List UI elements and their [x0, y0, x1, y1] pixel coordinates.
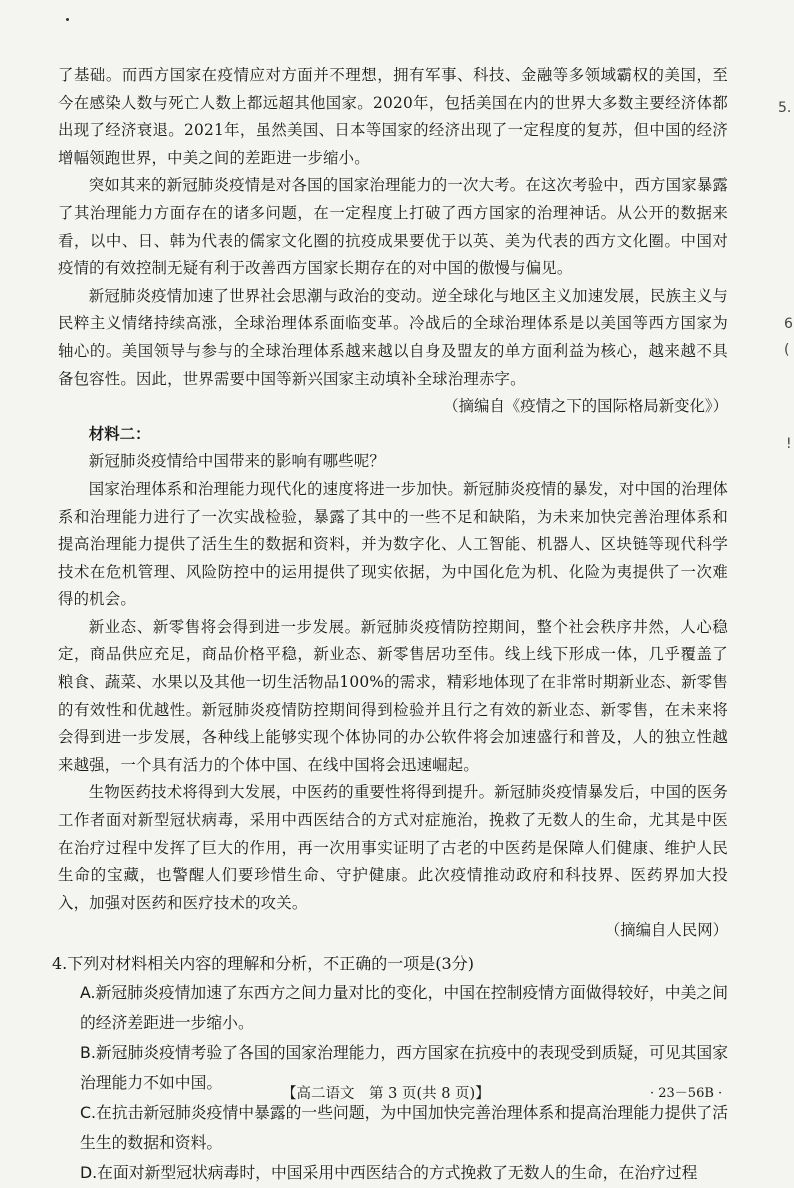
footer-page-info: 【高二语文 第 3 页(共 8 页)】 — [282, 1086, 490, 1102]
paragraph-m2-1: 新冠肺炎疫情给中国带来的影响有哪些呢？ — [88, 452, 386, 471]
scan-dot — [66, 18, 69, 21]
question-stem: 4.下列对材料相关内容的理解和分析，不正确的一项是(3分) — [52, 954, 474, 973]
footer-code: · 23－56B · — [650, 1086, 723, 1101]
paragraph-m2-4: 生物医药技术将得到大发展，中医药的重要性将得到提升。新冠肺炎疫情暴发后，中国的医务工作者面对新型冠状病毒，采用中西医结合的方式对症施治，挽救了无数人的生命，尤其是中医在治疗过程中发挥了巨大的作用，再一次用事实证明了古老的中医药是保障人们健康、维护人民生命的宝藏，也警醒人们要珍惜生命、守护健康。此次疫情推动政府和科技界、医药界加大投入，加强对医药和医疗技术的攻关。 — [58, 783, 729, 912]
paragraph-m2-3: 新业态、新零售将会得到进一步发展。新冠肺炎疫情防控期间，整个社会秩序井然，人心稳定，商品供应充足，商品价格平稳，新业态、新零售居功至伟。线上线下形成一体，几乎覆盖了粮食、蔬菜、水果以及其他一切生活物品100%的需求，精彩地体现了在非常时期新业态、新零售的有效性和优越性。新冠肺炎疫情防控期间得到检验并且行之有效的新业态、新零售，在未来将会得到进一步发展，各种线上能够实现个体协同的办公软件将会加速盛行和普及，人的独立性越来越强，一个具有活力的个体中国、在线中国将会迅速崛起。 — [58, 617, 728, 774]
paragraph-top-3: 新冠肺炎疫情加速了世界社会思潮与政治的变动。逆全球化与地区主义加速发展，民族主义与民粹主义情绪持续高涨，全球治理体系面临变革。冷战后的全球治理体系是以美国等西方国家为轴心的。美国领导与参与的全球治理体系越来越以自身及盟友的单方面利益为核心，越来越不具备包容性。因此，世界需要中国等新兴国家主动填补全球治理赤字。 — [58, 286, 729, 388]
option-d: D.在面对新型冠状病毒时，中国采用中西医结合的方式挽救了无数人的生命，在治疗过程 — [80, 1163, 698, 1182]
paragraph-m2-2: 国家治理体系和治理能力现代化的速度将进一步加快。新冠肺炎疫情的暴发，对中国的治理体系和治理能力进行了一次实战检验，暴露了其中的一些不足和缺陷，为未来加快完善治理体系和提高治理能力提供了活生生的数据和资料，并为数字化、人工智能、机器人、区块链等现代科学技术在危机管理、风险防控中的运用提供了现实依据，为中国化危为机、化险为夷提供了一次难得的机会。 — [58, 479, 729, 609]
margin-mark-bar: ! — [786, 436, 792, 452]
paragraph-top-2: 突如其来的新冠肺炎疫情是对各国的国家治理能力的一次大考。在这次考验中，西方国家暴露了其治理能力方面存在的诸多问题，在一定程度上打破了西方国家的治理神话。从公开的数据来看，以中、日、韩为代表的儒家文化圈的抗疫成果要优于以英、美为代表的西方文化圈。中国对疫情的有效控制无疑有利于改善西方国家长期存在的对中国的傲慢与偏见。 — [58, 176, 729, 278]
margin-mark-6: 6 — [784, 316, 793, 332]
page-footer — [0, 1082, 794, 1106]
margin-mark-5: 5. — [778, 100, 792, 116]
paragraph-top-1: 了基础。而西方国家在疫情应对方面并不理想，拥有军事、科技、金融等多领域霸权的美国，至今在感染人数与死亡人数上都远超其他国家。2020年，包括美国在内的世界大多数主要经济体都出现了经济衰退。2021年，虽然美国、日本等国家的经济出现了一定程度的复苏，但中国的经济增幅领跑世界，中美之间的差距进一步缩小。 — [58, 66, 728, 167]
option-a: A.新冠肺炎疫情加速了东西方之间力量对比的变化，中国在控制疫情方面做得较好，中美之间的经济差距进一步缩小。 — [80, 983, 728, 1032]
option-b: B.新冠肺炎疫情考验了各国的国家治理能力，西方国家在抗疫中的表现受到质疑，可见其国家治理能力不如中国。 — [80, 1043, 728, 1092]
material-2-heading: 材料二： — [88, 424, 151, 443]
option-c: C.在抗击新冠肺炎疫情中暴露的一些问题，为中国加快完善治理体系和提高治理能力提供了活生生的数据和资料。 — [80, 1103, 728, 1152]
source-attribution-1: （摘编自《疫情之下的国际格局新变化》） — [443, 397, 728, 416]
source-attribution-2: （摘编自人民网） — [604, 921, 728, 940]
page-content — [52, 62, 729, 1188]
margin-mark-paren: ( — [784, 342, 790, 358]
